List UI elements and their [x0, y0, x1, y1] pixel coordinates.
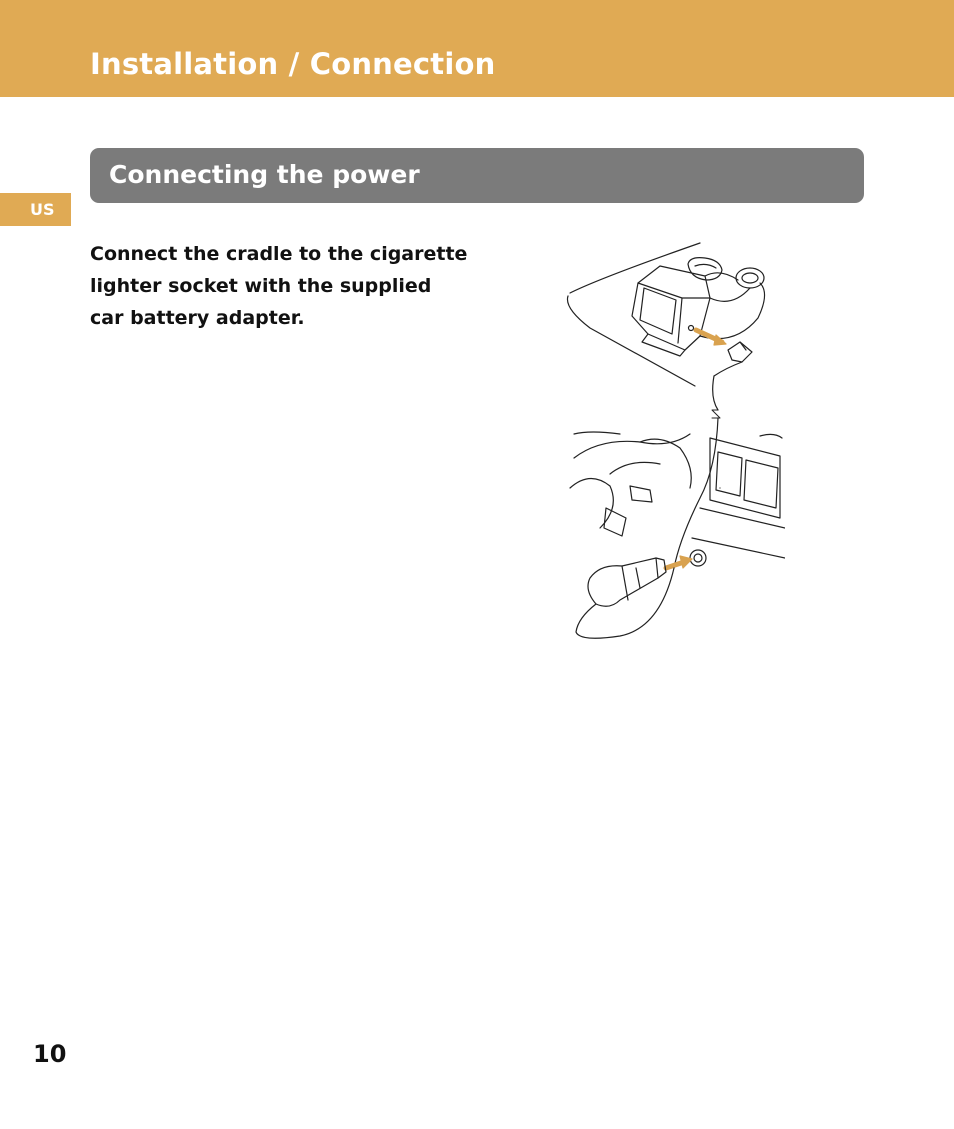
page-title: Installation / Connection [90, 47, 496, 81]
instruction-text: Connect the cradle to the cigarette lighter socket with the supplied car battery adapter. [90, 243, 468, 329]
header-band [0, 0, 954, 97]
page-number: 10 [33, 1040, 67, 1068]
language-tab: US [0, 193, 71, 226]
car-power-connection-illustration [560, 238, 785, 643]
section-title: Connecting the power [109, 160, 420, 189]
lighter-plug [588, 558, 666, 606]
cradle-mount [632, 258, 765, 356]
section-heading-bar [90, 148, 864, 203]
